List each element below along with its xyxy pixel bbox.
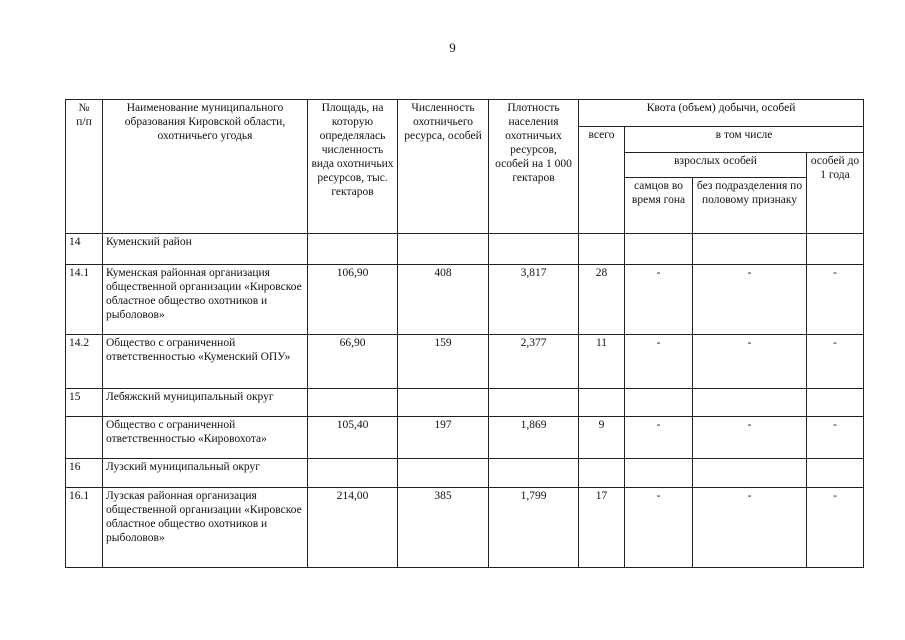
cell-under-one (807, 389, 864, 417)
cell-density (489, 234, 579, 265)
cell-density: 2,377 (489, 335, 579, 389)
cell-total: 11 (579, 335, 625, 389)
cell-total (579, 234, 625, 265)
cell-area (308, 459, 398, 488)
cell-count (398, 459, 489, 488)
cell-area: 106,90 (308, 265, 398, 335)
quota-table (65, 99, 864, 568)
cell-num: 14.1 (66, 265, 103, 335)
cell-males: - (625, 488, 693, 568)
cell-name: Лебяжский муниципальный округ (103, 389, 308, 417)
header-males: самцов во время гона (625, 178, 693, 234)
cell-no-sex: - (693, 335, 807, 389)
header-adults: взрослых особей (625, 153, 807, 178)
cell-no-sex: - (693, 488, 807, 568)
cell-num: 14 (66, 234, 103, 265)
cell-area (308, 389, 398, 417)
cell-name: Куменская районная организация общественной организации «Кировское областное общество охотников и рыболовов» (103, 265, 308, 335)
cell-count (398, 389, 489, 417)
cell-name: Общество с ограниченной ответственностью «Кировохота» (103, 417, 308, 459)
cell-males: - (625, 335, 693, 389)
cell-area: 66,90 (308, 335, 398, 389)
cell-num: 14.2 (66, 335, 103, 389)
cell-count (398, 234, 489, 265)
page-number: 9 (449, 40, 456, 55)
table-row (66, 335, 864, 389)
cell-total: 28 (579, 265, 625, 335)
cell-under-one: - (807, 488, 864, 568)
cell-count: 159 (398, 335, 489, 389)
cell-area: 105,40 (308, 417, 398, 459)
cell-name: Лузский муниципальный округ (103, 459, 308, 488)
cell-name: Общество с ограниченной ответственностью «Куменский ОПУ» (103, 335, 308, 389)
cell-under-one (807, 459, 864, 488)
cell-males (625, 459, 693, 488)
header-total: всего (579, 127, 625, 234)
cell-total (579, 459, 625, 488)
cell-no-sex (693, 234, 807, 265)
cell-count: 197 (398, 417, 489, 459)
header-area: Площадь, на которую определялась численность вида охотничьих ресурсов, тыс. гектаров (308, 100, 398, 234)
header-under-one: особей до 1 года (807, 153, 864, 234)
header-num: № п/п (66, 100, 103, 234)
table-body (66, 234, 864, 568)
table-row (66, 459, 864, 488)
cell-name: Куменский район (103, 234, 308, 265)
cell-name: Лузская районная организация общественной организации «Кировское областное общество охотников и рыболовов» (103, 488, 308, 568)
cell-density: 1,799 (489, 488, 579, 568)
cell-total: 9 (579, 417, 625, 459)
cell-total (579, 389, 625, 417)
header-quota: Квота (объем) добычи, особей (579, 100, 864, 127)
cell-density (489, 459, 579, 488)
cell-density: 1,869 (489, 417, 579, 459)
cell-males (625, 234, 693, 265)
table-row (66, 234, 864, 265)
cell-no-sex: - (693, 265, 807, 335)
cell-count: 385 (398, 488, 489, 568)
cell-under-one: - (807, 265, 864, 335)
cell-num: 16 (66, 459, 103, 488)
cell-under-one (807, 234, 864, 265)
cell-num (66, 417, 103, 459)
table-row (66, 265, 864, 335)
header-density: Плотность населения охотничьих ресурсов, особей на 1 000 гектаров (489, 100, 579, 234)
cell-no-sex (693, 459, 807, 488)
cell-males: - (625, 417, 693, 459)
cell-area (308, 234, 398, 265)
cell-num: 15 (66, 389, 103, 417)
cell-under-one: - (807, 417, 864, 459)
header-name: Наименование муниципального образования Кировской области, охотничьего угодья (103, 100, 308, 234)
cell-males (625, 389, 693, 417)
cell-under-one: - (807, 335, 864, 389)
cell-total: 17 (579, 488, 625, 568)
header-count: Численность охотничьего ресурса, особей (398, 100, 489, 234)
table-row (66, 417, 864, 459)
table-row (66, 389, 864, 417)
cell-no-sex: - (693, 417, 807, 459)
header-no-sex: без подразделения по половому признаку (693, 178, 807, 234)
table-header (66, 100, 864, 234)
cell-no-sex (693, 389, 807, 417)
header-including: в том числе (625, 127, 864, 153)
cell-num: 16.1 (66, 488, 103, 568)
cell-density: 3,817 (489, 265, 579, 335)
table-row (66, 488, 864, 568)
cell-males: - (625, 265, 693, 335)
cell-area: 214,00 (308, 488, 398, 568)
cell-count: 408 (398, 265, 489, 335)
cell-density (489, 389, 579, 417)
